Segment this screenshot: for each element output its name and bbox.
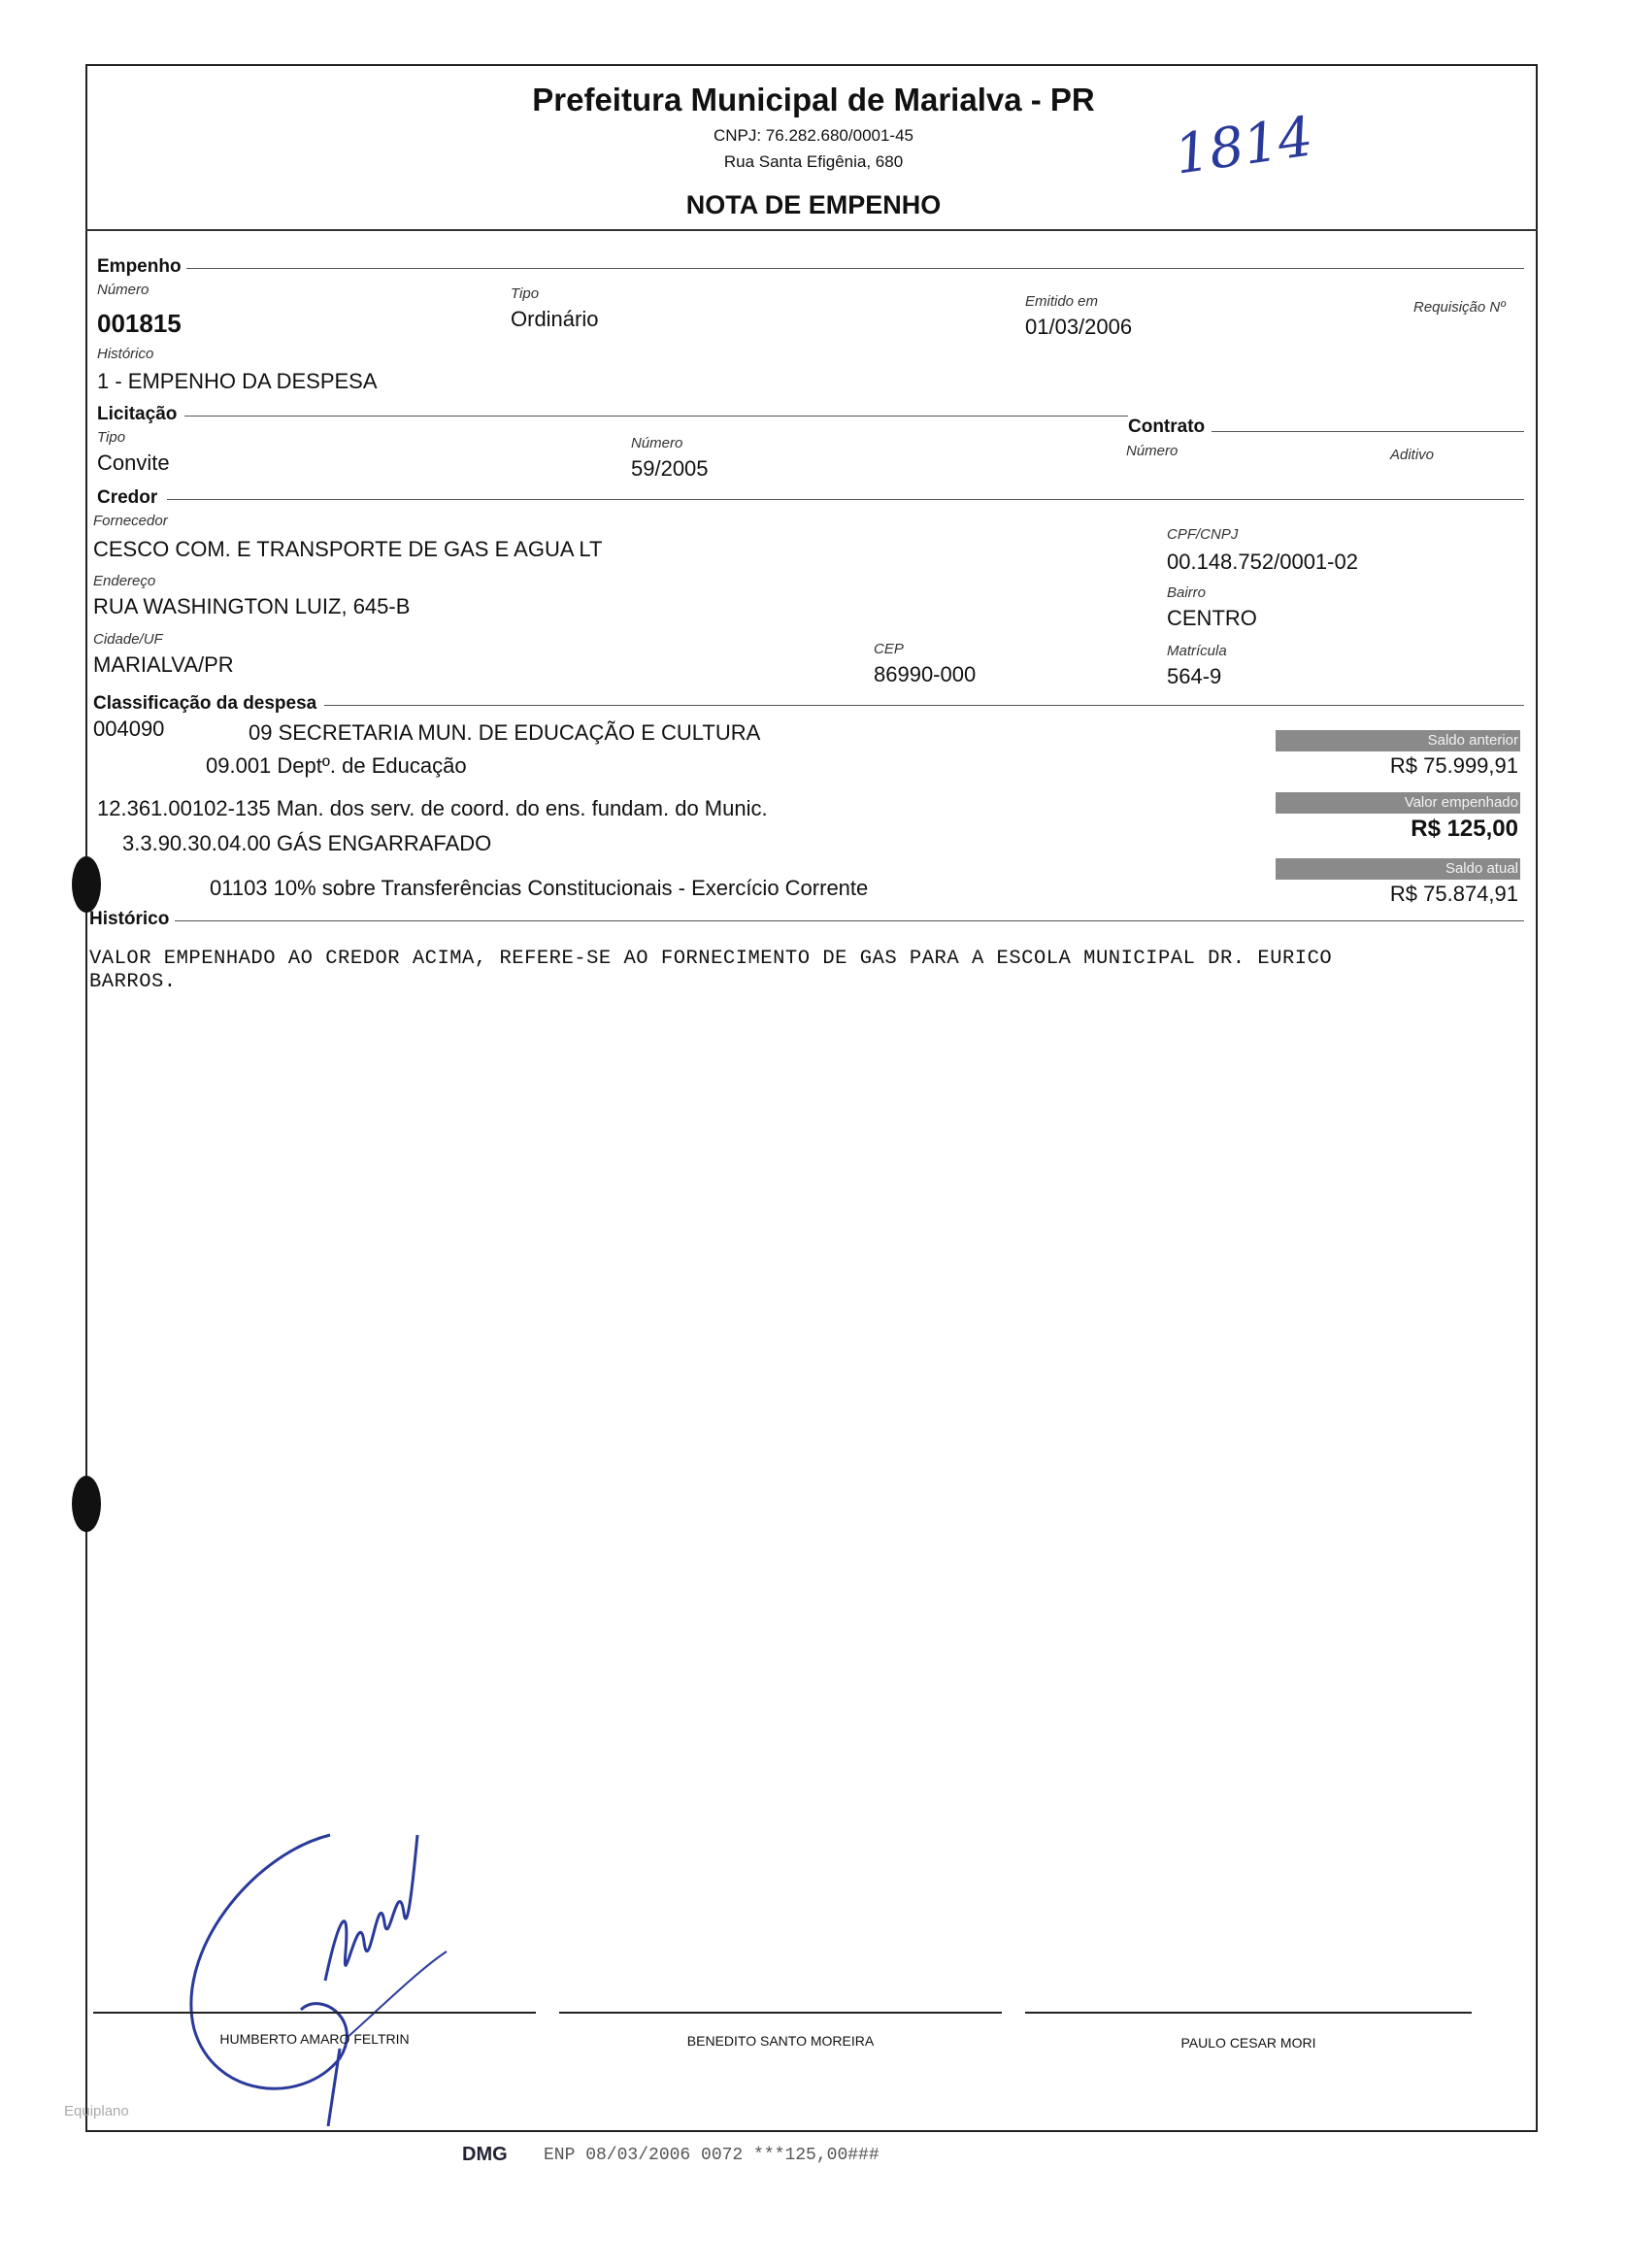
cep-label: CEP: [874, 641, 904, 657]
historico-line-2: BARROS.: [89, 971, 177, 993]
stamp-logo: DMG: [462, 2144, 508, 2165]
saldo-anterior-value: R$ 75.999,91: [1389, 753, 1518, 778]
binder-hole-bottom: [72, 1476, 101, 1532]
signatory-1: HUMBERTO AMARO FELTRIN: [219, 2031, 410, 2047]
cep-value: 86990-000: [874, 662, 977, 686]
software-brand: Equiplano: [64, 2103, 129, 2119]
matricula-label: Matrícula: [1167, 643, 1227, 659]
matricula-value: 564-9: [1167, 664, 1222, 688]
contrato-rule: [1212, 431, 1524, 432]
classificacao-section-title: Classificação da despesa: [93, 693, 317, 714]
cidade-label: Cidade/UF: [93, 631, 163, 648]
classificacao-funcional: 12.361.00102-135 Man. dos serv. de coord. do ens. fundam. do Munic.: [97, 796, 768, 820]
historico-section-title: Histórico: [89, 909, 170, 929]
requisicao-label: Requisição Nº: [1413, 299, 1506, 316]
document-title: NOTA DE EMPENHO: [685, 190, 942, 219]
empenho-numero-label: Número: [97, 282, 149, 298]
empenho-tipo-label: Tipo: [511, 285, 540, 302]
licitacao-numero-label: Número: [631, 435, 683, 451]
header-divider: [85, 229, 1538, 231]
credor-section-title: Credor: [97, 487, 158, 508]
endereco-value: RUA WASHINGTON LUIZ, 645-B: [93, 594, 411, 618]
signature-line-2: [559, 2012, 1002, 2014]
header-title: Prefeitura Municipal de Marialva - PR: [532, 82, 1095, 117]
saldo-anterior-label: Saldo anterior: [1276, 730, 1520, 751]
cidade-value: MARIALVA/PR: [93, 652, 234, 677]
signature-line-1: [93, 2012, 536, 2014]
header-address: Rua Santa Efigênia, 680: [723, 152, 904, 171]
empenho-numero: 001815: [97, 309, 182, 338]
handwritten-number: 1814: [1171, 105, 1317, 187]
fornecedor-name: CESCO COM. E TRANSPORTE DE GAS E AGUA LT: [93, 537, 603, 561]
classificacao-fonte: 01103 10% sobre Transferências Constitucionais - Exercício Corrente: [210, 876, 869, 900]
valor-empenhado-label: Valor empenhado: [1276, 792, 1520, 814]
empenho-emitido: 01/03/2006: [1025, 315, 1133, 339]
payment-stamp: ENP 08/03/2006 0072 ***125,00###: [544, 2146, 880, 2165]
contrato-section-title: Contrato: [1128, 417, 1206, 437]
licitacao-section-title: Licitação: [97, 404, 178, 424]
licitacao-tipo: Convite: [97, 450, 170, 475]
contrato-aditivo-label: Aditivo: [1390, 447, 1435, 463]
cpf-cnpj-value: 00.148.752/0001-02: [1167, 550, 1358, 574]
signatory-3: PAULO CESAR MORI: [1180, 2035, 1316, 2051]
empenho-section-title: Empenho: [97, 256, 182, 277]
bairro-label: Bairro: [1167, 584, 1207, 601]
licitacao-tipo-label: Tipo: [97, 429, 126, 446]
classificacao-rule: [324, 705, 1524, 706]
classificacao-elemento: 3.3.90.30.04.00 GÁS ENGARRAFADO: [122, 831, 492, 855]
valor-empenhado-value: R$ 125,00: [1411, 816, 1518, 842]
header-cnpj: CNPJ: 76.282.680/0001-45: [713, 126, 914, 145]
saldo-atual-label: Saldo atual: [1276, 858, 1520, 880]
empenho-rule: [186, 268, 1524, 269]
classificacao-unidade: 09.001 Deptº. de Educação: [206, 753, 467, 778]
binder-hole-top: [72, 856, 101, 913]
cpf-cnpj-label: CPF/CNPJ: [1167, 526, 1239, 543]
handwritten-signature: [155, 1796, 466, 2126]
contrato-numero-label: Número: [1126, 443, 1179, 459]
bairro-value: CENTRO: [1167, 606, 1257, 630]
classificacao-orgao: 09 SECRETARIA MUN. DE EDUCAÇÃO E CULTURA: [249, 720, 761, 745]
fornecedor-label: Fornecedor: [93, 513, 168, 529]
historico-line-1: VALOR EMPENHADO AO CREDOR ACIMA, REFERE-SE AO FORNECIMENTO DE GAS PARA A ESCOLA MUNICIPAL DR. EURICO: [89, 948, 1333, 970]
empenho-historico: 1 - EMPENHO DA DESPESA: [97, 369, 378, 393]
empenho-historico-label: Histórico: [97, 346, 154, 362]
historico-rule: [175, 920, 1524, 921]
signature-line-3: [1025, 2012, 1472, 2014]
empenho-emitido-label: Emitido em: [1025, 293, 1099, 310]
licitacao-rule: [184, 416, 1128, 417]
saldo-atual-value: R$ 75.874,91: [1389, 882, 1518, 906]
empenho-tipo: Ordinário: [511, 307, 599, 331]
licitacao-numero: 59/2005: [631, 456, 709, 481]
credor-rule: [167, 499, 1524, 500]
classificacao-code: 004090: [93, 717, 165, 741]
signatory-2: BENEDITO SANTO MOREIRA: [686, 2033, 875, 2049]
endereco-label: Endereço: [93, 573, 156, 589]
